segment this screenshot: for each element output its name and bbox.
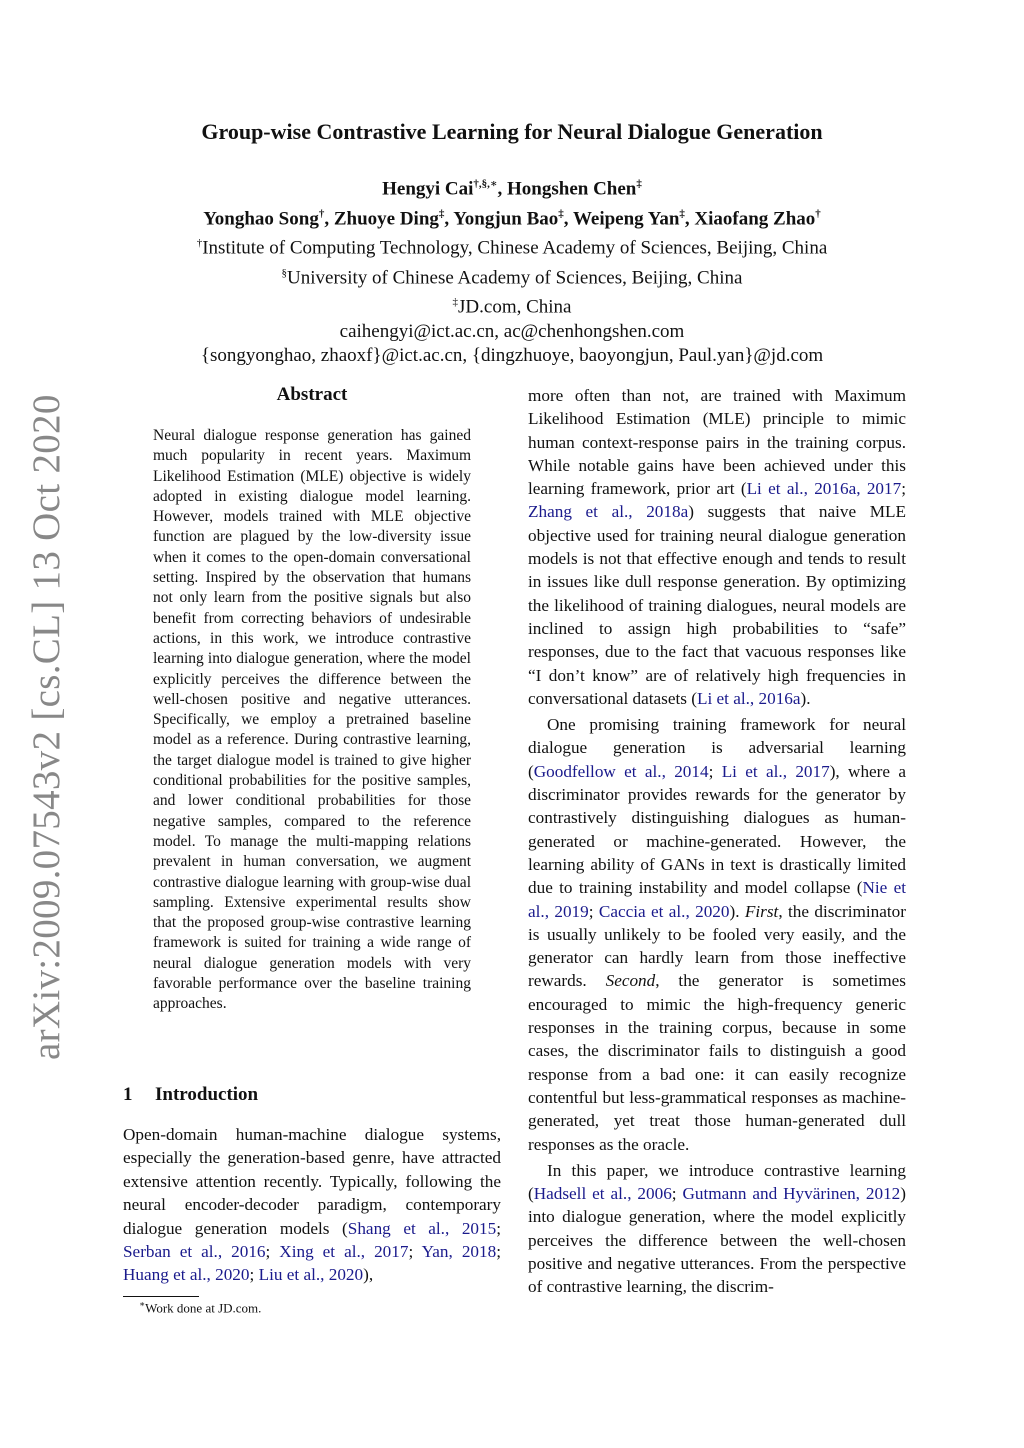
citation-link[interactable]: Yan, 2018 [421, 1242, 497, 1262]
author-name: Zhuoye Ding [333, 207, 439, 229]
body-text: , the generator is sometimes encouraged to mimic the high-frequency generic responses in the training corpus, because in some cases, the discriminator fails to distinguish a good response from a bad one: it can easily recognize contentful but less-grammatical responses as machine-generated, yet treat those human-generated dull responses as the oracle. [528, 971, 906, 1154]
affil-text: Institute of Computing Technology, Chinese Academy of Sciences, Beijing, China [202, 237, 828, 259]
author-affil-mark: ‡ [636, 178, 642, 190]
affiliation-1 [0, 231, 1024, 261]
author-name: Weipeng Yan [572, 207, 680, 229]
citation-link[interactable]: Shang et al., 2015 [347, 1218, 497, 1238]
citation-separator: ; [588, 901, 599, 921]
citation-link[interactable]: Gutmann and Hyvärinen, 2012 [682, 1184, 901, 1204]
citation-link[interactable]: Serban et al., 2016 [123, 1242, 266, 1262]
citation-separator: ; [496, 1242, 501, 1262]
citation-link[interactable]: Zhang et al., 2018a [528, 502, 689, 522]
footnote [139, 1299, 261, 1316]
email-line-2: {songyonghao, zhaoxf}@ict.ac.cn, {dingzhuoye, baoyongjun, Paul.yan}@jd.com [200, 344, 824, 366]
abstract-body: Neural dialogue response generation has gained much popularity in recent years. Maximum Likelihood Estimation (MLE) objective is widely adopted in existing dialogue model learning. However, models trained with MLE objective function are plagued by the low-diversity issue when it comes to the open-domain conversational setting. Inspired by the observation that humans not only learn from the positive signals but also benefit from correcting behaviors of undesirable actions, in this work, we introduce contrastive learning into dialogue generation, where the model explicitly perceives the difference between the well-chosen positive and negative utterances. Specifically, we employ a pretrained baseline model as a reference. During contrastive learning, the target dialogue model is trained to give higher conditional probabilities for the positive samples, and lower conditional probabilities for those negative samples, compared to the reference model. To manage the multi-mapping relations prevalent in human conversation, we augment contrastive dialogue learning with group-wise dual sampling. Extensive experimental results show that the proposed group-wise contrastive learning framework is suited for training a wide range of neural dialogue generation models with very favorable performance over the baseline training approaches. [153, 427, 471, 1013]
body-text: ), where a discriminator provides rewards for the generator by contrastively distinguishing dialogues as human-generated or machine-generated. However, the learning ability of GANs in text is drastically limited due to training instability and model collapse ( [528, 761, 906, 898]
emphasis-text: First [744, 901, 779, 921]
citation-link[interactable]: Hadsell et al., 2006 [533, 1184, 672, 1204]
citation-link[interactable]: Li et al., 2016a [696, 688, 801, 708]
affil-text: JD.com, China [458, 296, 572, 318]
author-affil-mark: † [318, 207, 325, 220]
affil-text: University of Chinese Academy of Sciences, Beijing, China [287, 266, 743, 288]
affil-mark: § [281, 266, 288, 279]
author-block [0, 172, 1024, 368]
author-affil-mark: †,§,∗ [473, 178, 498, 190]
body-text: In this paper, we introduce contrastive learning ( [528, 1160, 906, 1204]
citation-link[interactable]: Goodfellow et al., 2014 [533, 761, 709, 781]
right-paragraph-3 [528, 1159, 906, 1299]
citation-separator: ; [496, 1218, 501, 1238]
citation-separator: ; [671, 1184, 683, 1204]
citation-separator: ; [265, 1242, 280, 1262]
body-text: One promising training framework for neural dialogue generation is adversarial learning ( [528, 715, 906, 781]
citation-separator: ; [408, 1242, 422, 1262]
body-text: ). [729, 901, 745, 921]
body-text: ) into dialogue generation, where the model explicitly perceives the difference between the well-chosen positive and negative utterances. From the perspective of contrastive learning, the discrim- [528, 1184, 907, 1297]
arxiv-stamp: arXiv:2009.07543v2 [cs.CL] 13 Oct 2020 [25, 394, 68, 1060]
footnote-mark: ∗ [139, 1299, 146, 1309]
body-text: Open-domain human-machine dialogue systems, especially the generation-based genre, have attracted extensive attention recently. Typically, following the neural encoder-decoder paradigm, contemporary dialogue generation models ( [123, 1125, 501, 1238]
citation-link[interactable]: Nie et al., 2019 [528, 878, 906, 921]
affil-mark: † [196, 237, 203, 250]
citation-link[interactable]: Huang et al., 2020 [123, 1265, 250, 1285]
right-paragraph-2 [528, 713, 906, 1156]
section-number: 1 [123, 1084, 133, 1105]
citation-link[interactable]: Caccia et al., 2020 [598, 901, 730, 921]
section-heading [123, 1084, 258, 1106]
citation-link[interactable]: Xing et al., 2017 [279, 1242, 409, 1262]
citation-link[interactable]: Li et al., 2017 [721, 761, 830, 781]
abstract-heading: Abstract [276, 384, 348, 405]
author-name: Hengyi Cai [382, 178, 474, 200]
body-text: ) suggests that naive MLE objective used for training neural dialogue generation models is not that effective enough and tends to result in issues like dull response generation. By optimizing the likelihood of training dialogues, neural models are inclined to assign high probabilities to “safe” responses, due to the fact that vacuous responses like “I don’t know” are of relatively high frequencies in conversational datasets ( [528, 502, 906, 708]
intro-paragraph-1 [123, 1123, 501, 1287]
author-line-2: Yonghao Song†, Zhuoye Ding‡, Yongjun Bao‡, Weipeng Yan‡, Xiaofang Zhao† [203, 207, 821, 229]
author-separator: , [497, 178, 508, 200]
right-paragraph-1 [528, 384, 906, 710]
section-title: Introduction [155, 1084, 259, 1105]
author-affil-mark: ‡ [558, 207, 564, 220]
body-text: ). [800, 688, 811, 708]
author-name: Yonghao Song [203, 207, 319, 229]
citation-separator: ; [249, 1265, 259, 1285]
author-name: Xiaofang Zhao [694, 207, 816, 229]
citation-link[interactable]: Li et al., 2016a, 2017 [746, 479, 902, 499]
citation-separator: ; [901, 479, 906, 499]
author-affil-mark: ‡ [438, 207, 445, 220]
paper-title: Group-wise Contrastive Learning for Neural Dialogue Generation [201, 119, 823, 144]
footnote-rule [123, 1296, 199, 1297]
citation-separator: ; [708, 761, 722, 781]
affiliation-3 [0, 290, 1024, 320]
footnote-text: Work done at JD.com. [145, 1300, 262, 1316]
author-affil-mark: † [815, 207, 821, 220]
author-name: Yongjun Bao [453, 207, 559, 229]
affil-mark: ‡ [452, 296, 459, 309]
body-text: ), [363, 1265, 374, 1285]
citation-link[interactable]: Liu et al., 2020 [258, 1265, 364, 1285]
email-line-1: caihengyi@ict.ac.cn, ac@chenhongshen.com [339, 320, 685, 342]
author-name: Hongshen Chen [507, 178, 637, 200]
emphasis-text: Second [605, 971, 656, 991]
author-line-1 [0, 172, 1024, 202]
affiliation-2 [0, 261, 1024, 291]
right-column [528, 384, 906, 1299]
body-text: more often than not, are trained with Maximum Likelihood Estimation (MLE) principle to mimic human context-response pairs in the training corpus. While notable gains have been achieved under this learning framework, prior art ( [528, 386, 906, 499]
author-affil-mark: ‡ [679, 207, 685, 220]
body-text: , the discriminator is usually unlikely to be fooled very easily, and the generator can hardly learn from those ineffective rewards. [528, 901, 906, 991]
